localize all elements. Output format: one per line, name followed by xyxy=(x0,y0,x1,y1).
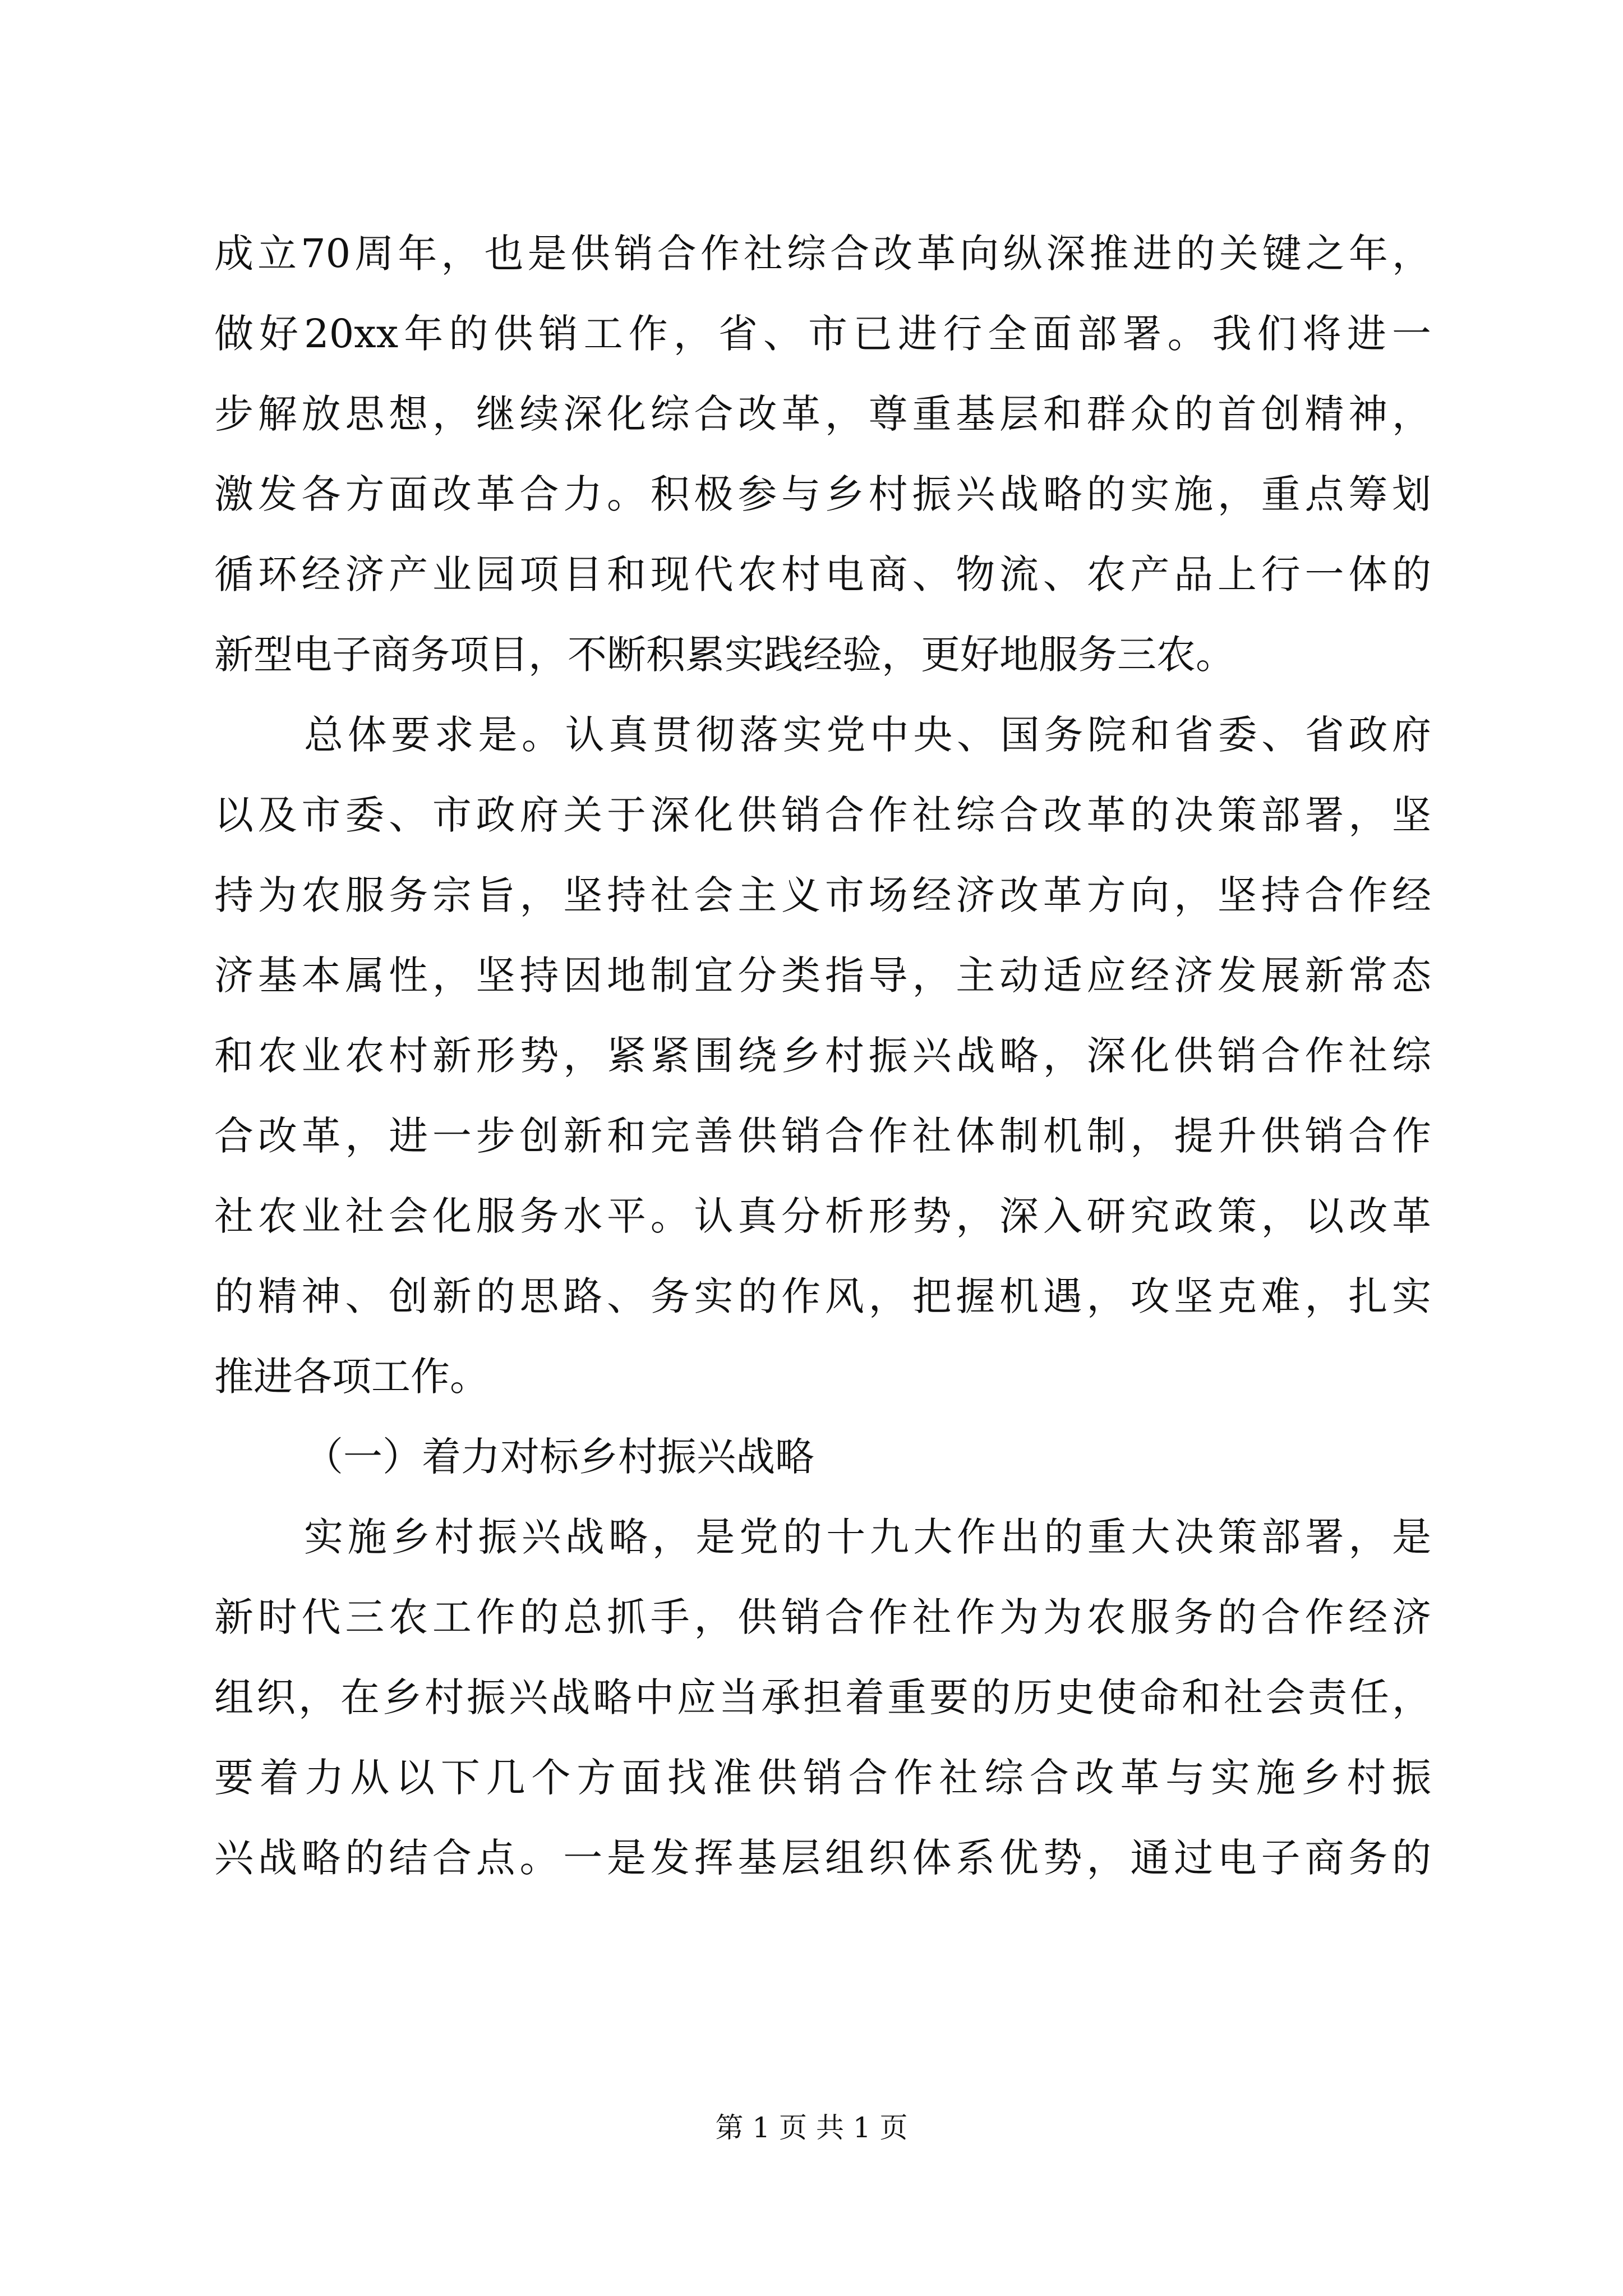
body-line: 的精神、创新的思路、务实的作风，把握机遇，攻坚克难，扎实 xyxy=(214,1273,1431,1319)
body-line: 要着力从以下几个方面找准供销合作社综合改革与实施乡村振 xyxy=(214,1755,1431,1801)
body-line: 以及市委、市政府关于深化供销合作社综合改革的决策部署，坚 xyxy=(214,792,1431,838)
body-line: 兴战略的结合点。一是发挥基层组织体系优势，通过电子商务的 xyxy=(214,1835,1431,1881)
body-line: 做好20xx年的供销工作，省、市已进行全面部署。我们将进一 xyxy=(214,311,1431,357)
body-line: 社农业社会化服务水平。认真分析形势，深入研究政策，以改革 xyxy=(214,1193,1431,1239)
body-line: 循环经济产业园项目和现代农村电商、物流、农产品上行一体的 xyxy=(214,551,1431,597)
body-line: 成立70周年，也是供销合作社综合改革向纵深推进的关键之年， xyxy=(214,231,1431,277)
body-line: 组织，在乡村振兴战略中应当承担着重要的历史使命和社会责任， xyxy=(214,1674,1431,1720)
body-line: 步解放思想，继续深化综合改革，尊重基层和群众的首创精神， xyxy=(214,391,1431,437)
body-line: 推进各项工作。 xyxy=(214,1354,489,1400)
body-line: 新时代三农工作的总抓手，供销合作社作为为农服务的合作经济 xyxy=(214,1594,1431,1640)
body-line: 合改革，进一步创新和完善供销合作社体制机制，提升供销合作 xyxy=(214,1113,1431,1159)
page-footer: 第 1 页 共 1 页 xyxy=(715,2111,908,2144)
section-heading: （一）着力对标乡村振兴战略 xyxy=(304,1434,814,1480)
body-line: 持为农服务宗旨，坚持社会主义市场经济改革方向，坚持合作经 xyxy=(214,872,1431,918)
paragraph-first-line: 总体要求是。认真贯彻落实党中央、国务院和省委、省政府 xyxy=(304,712,1431,758)
body-line: 新型电子商务项目，不断积累实践经验，更好地服务三农。 xyxy=(214,632,1235,678)
body-line: 济基本属性，坚持因地制宜分类指导，主动适应经济发展新常态 xyxy=(214,953,1431,999)
body-line: 和农业农村新形势，紧紧围绕乡村振兴战略，深化供销合作社综 xyxy=(214,1033,1431,1079)
body-line: 激发各方面改革合力。积极参与乡村振兴战略的实施，重点筹划 xyxy=(214,471,1431,517)
paragraph-first-line: 实施乡村振兴战略，是党的十九大作出的重大决策部署，是 xyxy=(304,1514,1431,1560)
